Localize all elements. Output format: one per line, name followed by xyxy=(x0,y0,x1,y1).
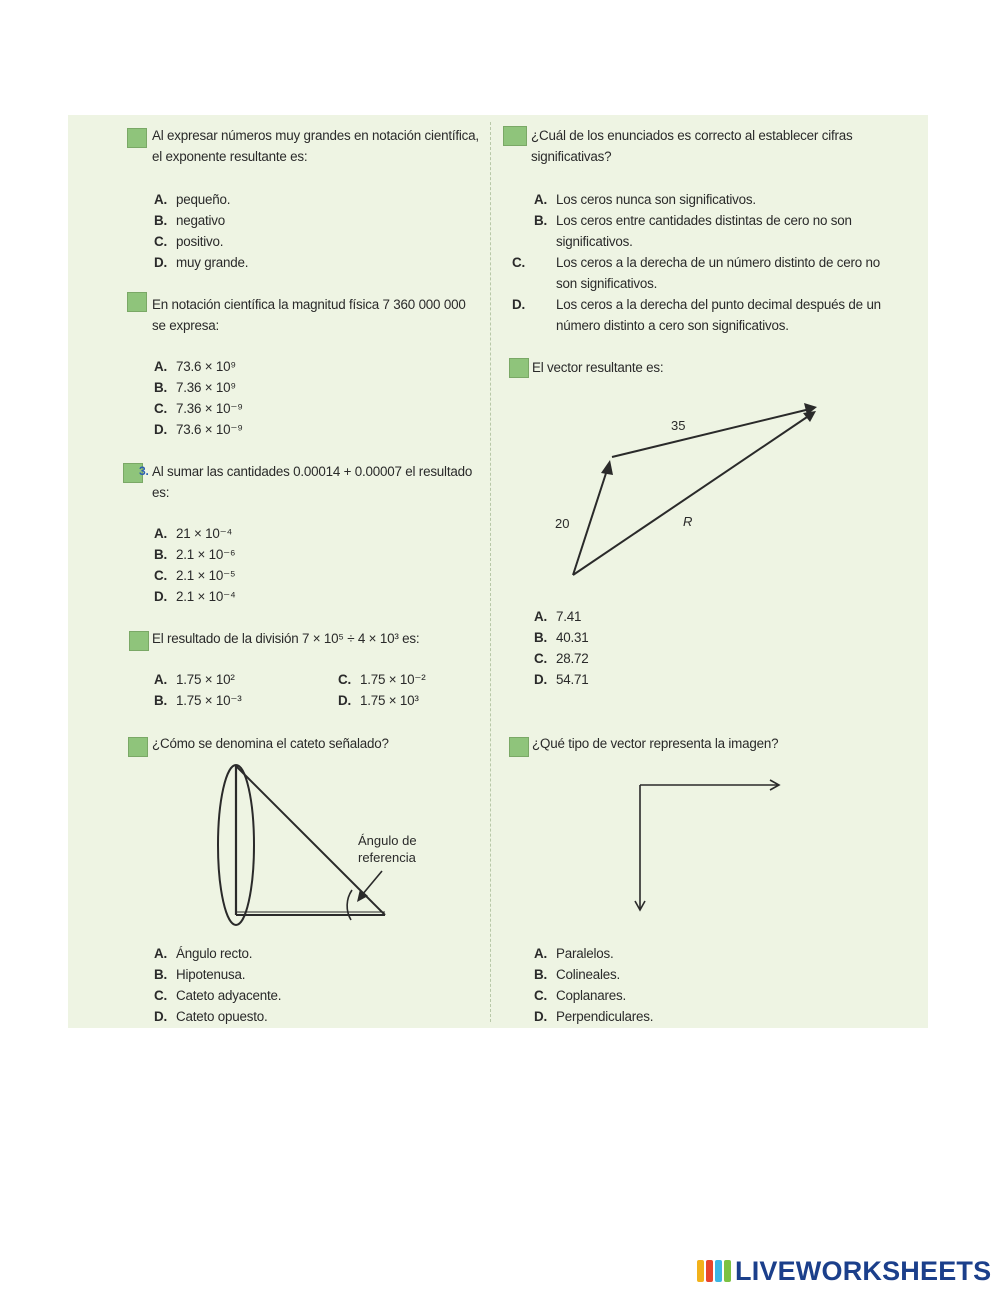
question-q3-text: Al sumar las cantidades 0.00014 + 0.00007 el resultado es: xyxy=(152,464,473,500)
option-q2-d xyxy=(154,419,243,440)
option-q6-c xyxy=(512,252,886,294)
option-letter: B. xyxy=(154,380,167,395)
option-letter: D. xyxy=(154,255,167,270)
option-letter: D. xyxy=(154,589,167,604)
answer-box-q8[interactable] xyxy=(509,737,529,757)
vector-label-20: 20 xyxy=(555,516,570,531)
question-q6-text: ¿Cuál de los enunciados es correcto al establecer cifras significativas? xyxy=(531,128,853,164)
option-letter: C. xyxy=(534,988,547,1003)
question-q1-text: Al expresar números muy grandes en notación científica, el exponente resultante es: xyxy=(152,128,479,164)
vector-label-35: 35 xyxy=(671,418,686,433)
option-q7-c xyxy=(534,648,589,669)
option-q1-b xyxy=(154,210,225,231)
question-q4-text: El resultado de la división 7 × 10⁵ ÷ 4 × 10³ es: xyxy=(152,631,420,646)
option-q5-d xyxy=(154,1006,268,1027)
answer-box-q2[interactable] xyxy=(127,292,147,312)
option-letter: A. xyxy=(154,192,167,207)
answer-box-q5[interactable] xyxy=(128,737,148,757)
answer-box-q6[interactable] xyxy=(503,126,527,146)
option-letter: A. xyxy=(154,672,167,687)
option-text: Hipotenusa. xyxy=(176,967,246,982)
option-letter: A. xyxy=(534,946,547,961)
option-text: 1.75 × 10² xyxy=(176,672,235,687)
option-q7-b xyxy=(534,627,589,648)
option-text: muy grande. xyxy=(176,255,249,270)
option-q1-a xyxy=(154,189,230,210)
option-text: 1.75 × 10³ xyxy=(360,693,419,708)
question-q2-text: En notación científica la magnitud física 7 360 000 000 se expresa: xyxy=(152,297,466,333)
option-text: 28.72 xyxy=(556,651,589,666)
reference-angle-label-line1: Ángulo de xyxy=(358,833,417,848)
option-q4-c xyxy=(338,669,426,690)
vector-20 xyxy=(573,467,608,575)
option-letter: B. xyxy=(154,547,167,562)
vector-35 xyxy=(612,409,810,457)
option-letter: B. xyxy=(154,213,167,228)
question-q3-number: 3. xyxy=(139,464,149,478)
option-letter: D. xyxy=(154,422,167,437)
option-letter: D. xyxy=(338,693,351,708)
answer-box-q4[interactable] xyxy=(129,631,149,651)
option-text: 2.1 × 10⁻⁴ xyxy=(176,589,236,604)
option-text: negativo xyxy=(176,213,226,228)
brand-name: LIVEWORKSHEETS xyxy=(735,1255,992,1286)
option-letter: C. xyxy=(154,401,167,416)
option-q8-d xyxy=(534,1006,653,1027)
option-text: 40.31 xyxy=(556,630,589,645)
option-letter: A. xyxy=(534,609,547,624)
liveworksheets-icon xyxy=(697,1260,731,1282)
option-letter: C. xyxy=(154,988,167,1003)
option-q4-b xyxy=(154,690,242,711)
option-text: 73.6 × 10⁹ xyxy=(176,359,236,374)
option-q6-a xyxy=(534,189,756,210)
option-q3-d xyxy=(154,586,236,607)
option-q7-d xyxy=(534,669,589,690)
question-q5-text: ¿Cómo se denomina el cateto señalado? xyxy=(152,736,389,751)
perpendicular-vectors-figure xyxy=(630,775,790,915)
option-text: 7.36 × 10⁹ xyxy=(176,380,236,395)
answer-box-q1[interactable] xyxy=(127,128,147,148)
option-q4-a xyxy=(154,669,235,690)
option-text: Ángulo recto. xyxy=(176,946,253,961)
option-text: 1.75 × 10⁻² xyxy=(360,672,426,687)
option-letter: B. xyxy=(534,630,547,645)
option-q5-a xyxy=(154,943,252,964)
column-divider xyxy=(490,122,491,1022)
resultant-vector-r xyxy=(573,415,810,575)
option-letter: B. xyxy=(154,967,167,982)
reference-angle-label-line2: referencia xyxy=(358,850,416,865)
option-q4-d xyxy=(338,690,419,711)
option-letter: D. xyxy=(154,1009,167,1024)
option-letter: C. xyxy=(512,255,525,270)
option-q3-c xyxy=(154,565,235,586)
option-letter: D. xyxy=(512,297,525,312)
option-letter: C. xyxy=(154,234,167,249)
option-text: Cateto adyacente. xyxy=(176,988,282,1003)
option-q6-d xyxy=(512,294,886,336)
option-text: 21 × 10⁻⁴ xyxy=(176,526,233,541)
vector-triangle-figure xyxy=(560,395,830,585)
option-text: 7.41 xyxy=(556,609,582,624)
option-q5-c xyxy=(154,985,281,1006)
vector-label-r: R xyxy=(683,514,693,529)
option-letter: B. xyxy=(534,967,547,982)
option-q1-d xyxy=(154,252,248,273)
option-text: 73.6 × 10⁻⁹ xyxy=(176,422,243,437)
option-letter: A. xyxy=(154,946,167,961)
option-q6-b xyxy=(534,210,886,252)
option-text: Cateto opuesto. xyxy=(176,1009,268,1024)
option-text: Perpendiculares. xyxy=(556,1009,654,1024)
question-q7-text: El vector resultante es: xyxy=(532,360,664,375)
option-q7-a xyxy=(534,606,581,627)
option-text: Los ceros a la derecha de un número distinto de cero no son significativos. xyxy=(556,255,880,291)
option-text: Los ceros entre cantidades distintas de cero no son significativos. xyxy=(556,213,852,249)
answer-box-q7[interactable] xyxy=(509,358,529,378)
liveworksheets-logo[interactable] xyxy=(697,1256,991,1286)
option-q2-a xyxy=(154,356,236,377)
option-text: 2.1 × 10⁻⁵ xyxy=(176,568,236,583)
option-text: 1.75 × 10⁻³ xyxy=(176,693,242,708)
option-letter: B. xyxy=(154,693,167,708)
option-letter: D. xyxy=(534,672,547,687)
option-text: Los ceros a la derecha del punto decimal después de un número distinto a cero son significativos. xyxy=(556,297,881,333)
option-q8-a xyxy=(534,943,614,964)
option-q5-b xyxy=(154,964,245,985)
option-letter: C. xyxy=(534,651,547,666)
option-letter: A. xyxy=(154,359,167,374)
option-q3-b xyxy=(154,544,235,565)
option-letter: A. xyxy=(534,192,547,207)
option-letter: C. xyxy=(154,568,167,583)
option-text: Paralelos. xyxy=(556,946,614,961)
option-letter: D. xyxy=(534,1009,547,1024)
option-q3-a xyxy=(154,523,232,544)
option-text: 7.36 × 10⁻⁹ xyxy=(176,401,243,416)
option-text: positivo. xyxy=(176,234,224,249)
option-text: Colineales. xyxy=(556,967,621,982)
option-letter: A. xyxy=(154,526,167,541)
option-q8-b xyxy=(534,964,620,985)
option-text: Los ceros nunca son significativos. xyxy=(556,192,756,207)
option-text: 54.71 xyxy=(556,672,589,687)
question-q8-text: ¿Qué tipo de vector representa la imagen? xyxy=(532,736,779,751)
option-q8-c xyxy=(534,985,626,1006)
option-letter: C. xyxy=(338,672,351,687)
option-q2-c xyxy=(154,398,243,419)
option-q1-c xyxy=(154,231,223,252)
option-letter: B. xyxy=(534,213,547,228)
option-text: 2.1 × 10⁻⁶ xyxy=(176,547,236,562)
option-text: pequeño. xyxy=(176,192,231,207)
pointer-arrow xyxy=(362,871,382,895)
option-q2-b xyxy=(154,377,236,398)
option-text: Coplanares. xyxy=(556,988,627,1003)
